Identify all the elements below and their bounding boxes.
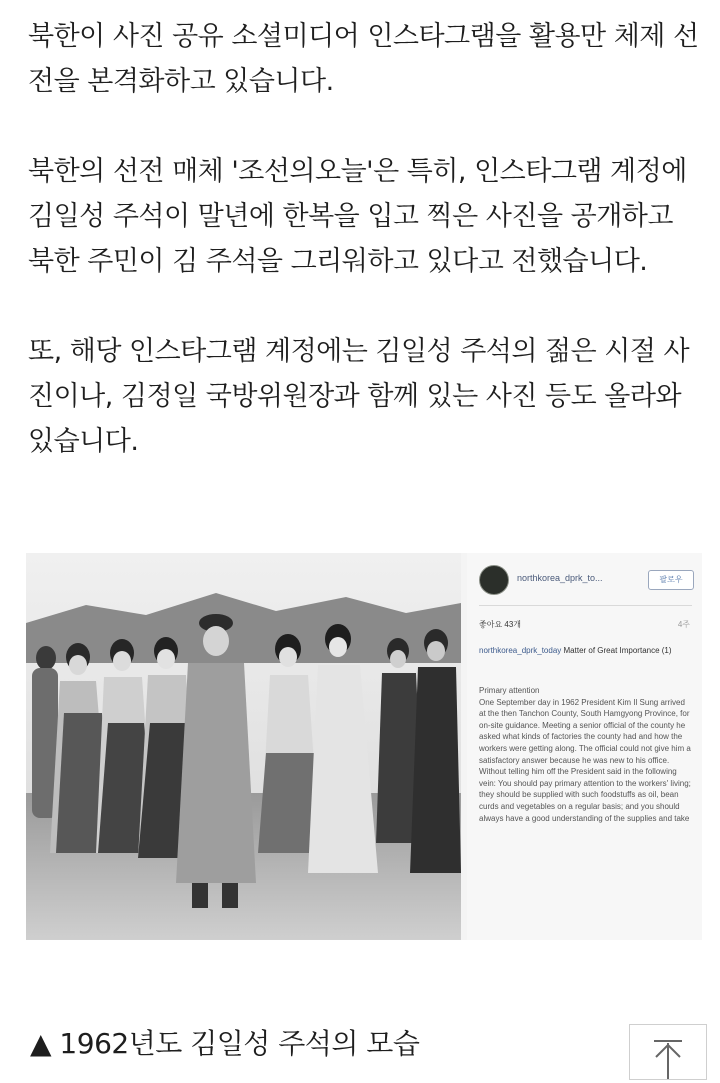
article-paragraph-1: 북한이 사진 공유 소셜미디어 인스타그램을 활용만 체제 선전을 본격화하고 있습니다. <box>28 21 699 97</box>
article-figure <box>26 553 702 940</box>
caption-title: Matter of Great Importance (1) <box>561 646 672 655</box>
caption-header <box>479 645 689 657</box>
arrow-up-to-top-icon <box>630 1025 706 1079</box>
kim-il-sung-photo <box>26 553 461 940</box>
avatar[interactable] <box>479 565 509 595</box>
likes-count: 좋아요 43개 <box>479 620 522 629</box>
scroll-to-top-button[interactable] <box>629 1024 707 1080</box>
post-age: 4주 <box>677 620 690 629</box>
post-username[interactable]: northkorea_dprk_to... <box>517 573 603 583</box>
post-header <box>479 563 694 595</box>
figure-caption: ▲ 1962년도 김일성 주석의 모습 <box>30 1027 420 1060</box>
article-body <box>28 14 700 509</box>
caption-body: Primary attention One September day in 1962 President Kim Il Sung arrived at the then Tanchon County, South Hamgyong Province, for on-site guidance. Meeting a senior official of the county he asked what kinds of factories the county had and how the workers were getting along. The official could not give him a satisfactory answer because he was new to his office. Without telling him off the President said in the following vein: You should pay primary attention to the workers' living; they should be supplied with such foodstuffs as oil, bean curds and vegetables on a regular basis; and you should always have a good understanding of the supplies and take <box>479 686 691 823</box>
article-paragraph-3: 또, 해당 인스타그램 계정에는 김일성 주석의 젊은 시절 사진이나, 김정일 국방위원장과 함께 있는 사진 등도 올라와 있습니다. <box>28 336 690 457</box>
follow-button[interactable]: 팔로우 <box>648 570 694 590</box>
caption-username[interactable]: northkorea_dprk_today <box>479 646 562 655</box>
divider <box>479 605 692 606</box>
instagram-post-panel <box>467 553 702 940</box>
article-paragraph-2: 북한의 선전 매체 '조선의오늘'은 특히, 인스타그램 계정에 김일성 주석이 말년에 한복을 입고 찍은 사진을 공개하고 북한 주민이 김 주석을 그리워하고 있다고 전했습니다. <box>28 156 687 277</box>
